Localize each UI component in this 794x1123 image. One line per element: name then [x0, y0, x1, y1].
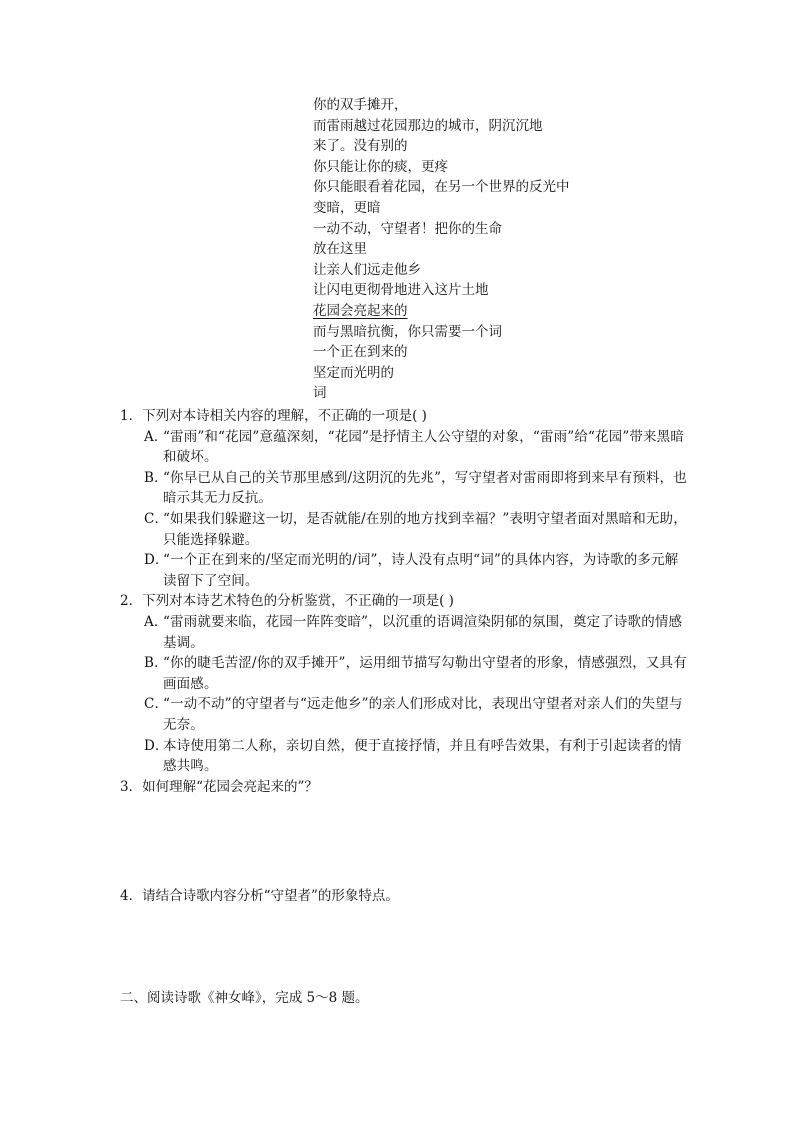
poem-line: 你只能让你的痰，更疼: [313, 158, 448, 175]
option-text: “雷雨”和“花园”意蕴深刻，“花园”是抒情主人公守望的对象，“雷雨”给“花园”带来黑暗和破坏。: [163, 428, 684, 466]
option-b: [144, 653, 690, 694]
question-1: [120, 406, 690, 591]
option-d: [144, 736, 690, 777]
option-text: “一个正在到来的/坚定而光明的/词”，诗人没有点明“词”的具体内容，为诗歌的多元解读留下了空间。: [163, 552, 679, 589]
option-list: [144, 427, 690, 592]
option-c: [144, 509, 690, 550]
poem-line: 来了。没有别的: [313, 138, 408, 155]
option-label: A．: [144, 613, 168, 630]
poem-excerpt: [313, 95, 673, 404]
option-list: [144, 612, 690, 777]
question-list: [120, 406, 690, 797]
poem-line-underlined: 花园会亮起来的: [313, 302, 408, 319]
poem-line: 而与黑暗抗衡，你只需要一个词: [313, 323, 502, 340]
question-stem: 2．下列对本诗艺术特色的分析鉴赏，不正确的一项是( ): [120, 593, 454, 610]
option-label: B．: [144, 655, 168, 672]
poem-line: 你只能眼看着花园，在另一个世界的反光中: [313, 179, 570, 196]
question-stem: 3．如何理解“花园会亮起来的”？: [120, 778, 318, 795]
option-text: “你早已从自己的关节那里感到/这阴沉的先兆”，写守望者对雷雨即将到来早有预料，也暗示其无力反抗。: [163, 469, 687, 507]
poem-line: 而雷雨越过花园那边的城市，阴沉沉地: [313, 117, 543, 134]
poem-line: 词: [313, 385, 327, 402]
option-d: [144, 550, 690, 591]
option-text: 本诗使用第二人称，亲切自然，便于直接抒情，并且有呼告效果，有利于引起读者的情感共鸣。: [163, 737, 682, 775]
option-a: [144, 612, 690, 653]
option-label: C．: [144, 510, 169, 527]
question-2: [120, 591, 690, 776]
poem-line: 让亲人们远走他乡: [313, 261, 421, 278]
question-stem: 1．下列对本诗相关内容的理解，不正确的一项是( ): [120, 408, 427, 424]
poem-line: 坚定而光明的: [313, 364, 394, 381]
question-3: [120, 777, 690, 798]
poem-line: 一动不动，守望者！把你的生命: [313, 220, 502, 237]
option-text: “一动不动”的守望者与“远走他乡”的亲人们形成对比，表现出守望者对亲人们的失望与无奈。: [163, 696, 683, 733]
option-label: D．: [144, 552, 169, 569]
option-text: “如果我们躲避这一切，是否就能/在别的地方找到幸福？”表明守望者面对黑暗和无助，只能选择躲避。: [163, 510, 687, 548]
option-text: “雷雨就要来临，花园一阵阵变暗”，以沉重的语调渲染阴郁的氛围，奠定了诗歌的情感基调。: [163, 613, 683, 651]
option-c: [144, 694, 690, 735]
option-label: B．: [144, 469, 168, 486]
question-4: 4．请结合诗歌内容分析“守望者”的形象特点。: [120, 888, 399, 904]
option-text: “你的睫毛苦涩/你的双手摊开”，运用细节描写勾勒出守望者的形象，情感强烈，又具有画面感。: [163, 655, 687, 692]
poem-line: 你的双手摊开，: [313, 97, 408, 113]
poem-line: 让闪电更彻骨地进入这片土地: [313, 282, 489, 299]
option-b: [144, 468, 690, 509]
poem-line: 变暗，更暗: [313, 199, 381, 216]
option-a: [144, 427, 690, 468]
option-label: A．: [144, 428, 168, 445]
section-heading: 二、阅读诗歌《神女峰》，完成 5～8 题。: [120, 990, 369, 1006]
poem-line: 一个正在到来的: [313, 344, 408, 361]
option-label: D．: [144, 737, 169, 754]
poem-line: 放在这里: [313, 241, 367, 258]
option-label: C．: [144, 696, 169, 713]
